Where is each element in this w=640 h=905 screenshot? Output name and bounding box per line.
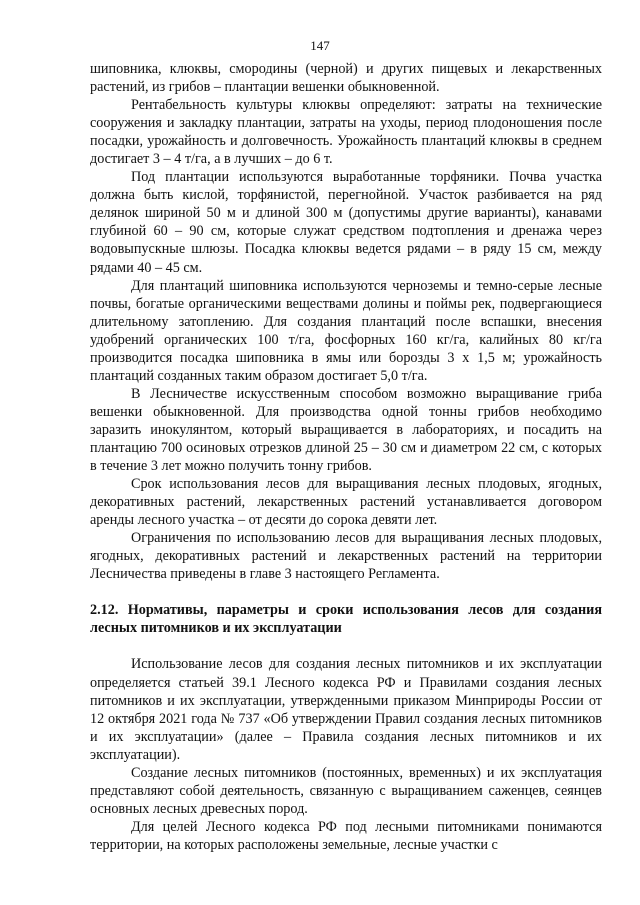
document-body	[90, 60, 602, 854]
paragraph: Для целей Лесного кодекса РФ под лесными питомниками понимаются территории, на которых расположены земельные, лесные участки с	[90, 818, 602, 853]
paragraph: В Лесничестве искусственным способом возможно выращивание гриба вешенки обыкновенной. Для производства одной тонны грибов необходимо заразить инокулянтом, который выращивается в лабораториях, и посадить на плантацию 700 осиновых отрезков длиной 25 – 30 см и диаметром 22 см, с которых в течение 3 лет можно получить тонну грибов.	[90, 385, 602, 475]
page-number: 147	[310, 38, 330, 53]
paragraph: Под плантации используются выработанные торфяники. Почва участка должна быть кислой, торфянистой, перегнойной. Участок разбивается на ряд делянок шириной 50 м и длиной 300 м (допустимы другие варианты), канавами глубиной 60 – 90 см, которые служат средством подтопления и дренажа через водовыпускные шлюзы. Посадка клюквы ведется рядами – в ряду 15 см, между рядами 40 – 45 см.	[90, 169, 602, 276]
spacer	[90, 583, 602, 601]
section-heading: 2.12. Нормативы, параметры и сроки использования лесов для создания лесных питомников и их эксплуатации	[90, 602, 602, 637]
paragraph: Для плантаций шиповника используются черноземы и темно-серые лесные почвы, богатые органическими веществами долины и поймы рек, подвергающиеся длительному затоплению. Для создания плантаций после вспашки, внесения удобрений органических 100 т/га, фосфорных 160 кг/га, калийных 80 кг/га производится посадка шиповника в ямы или борозды 3 х 1,5 м; урожайность плантаций созданных таким образом достигает 5,0 т/га.	[90, 277, 602, 384]
paragraph: Создание лесных питомников (постоянных, временных) и их эксплуатация представляют собой деятельность, связанную с выращиванием саженцев, сеянцев основных лесных древесных пород.	[90, 764, 602, 817]
paragraph: Ограничения по использованию лесов для выращивания лесных плодовых, ягодных, декоративных растений и лекарственных растений на территории Лесничества приведены в главе 3 настоящего Регламента.	[90, 530, 602, 583]
paragraph: шиповника, клюквы, смородины (черной) и других пищевых и лекарственных растений, из грибов – плантации вешенки обыкновенной.	[90, 61, 602, 96]
paragraph: Рентабельность культуры клюквы определяют: затраты на технические сооружения и закладку плантации, затраты на уходы, период плодоношения после посадки, урожайность и долговечность. Урожайность плантаций клюквы в среднем достигает 3 – 4 т/га, а в лучших – до 6 т.	[90, 97, 602, 168]
paragraph: Использование лесов для создания лесных питомников и их эксплуатации определяется статьей 39.1 Лесного кодекса РФ и Правилами создания лесных питомников и их эксплуатации, утвержденными приказом Минприроды России от 12 октября 2021 года № 737 «Об утверждении Правил создания лесных питомников и их эксплуатации» (далее – Правила создания лесных питомников и их эксплуатации).	[90, 656, 602, 763]
spacer	[90, 637, 602, 655]
paragraph: Срок использования лесов для выращивания лесных плодовых, ягодных, декоративных растений, лекарственных растений устанавливается договором аренды лесного участка – от десяти до сорока девяти лет.	[90, 476, 602, 529]
